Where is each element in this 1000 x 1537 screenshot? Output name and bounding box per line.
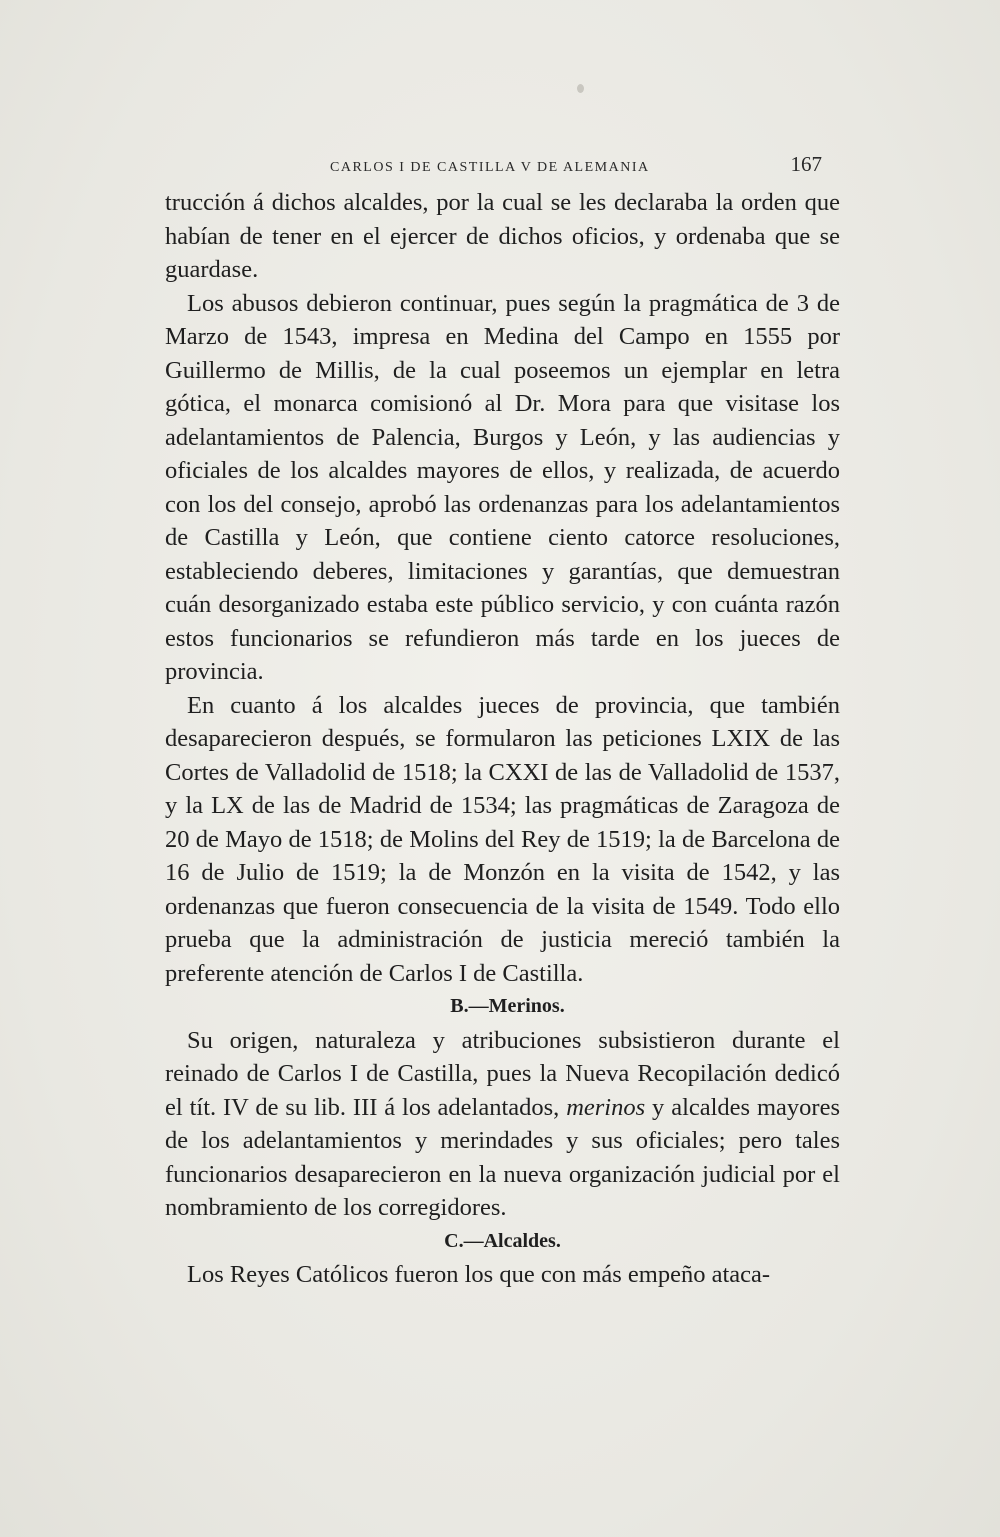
page-header (165, 152, 840, 182)
section-title-merinos: B.—Merinos. (450, 995, 565, 1017)
running-head: CARLOS I DE CASTILLA V DE ALEMANIA (330, 160, 650, 175)
paragraph-continuation: trucción á dichos alcaldes, por la cual se les declaraba la orden que habían de tener en el ejercer de dichos oficios, y ordenaba que se guardase. (165, 189, 840, 283)
page-number: 167 (790, 152, 822, 176)
merinos-text-b: y alcaldes mayores de los adelantamientos y merindades y sus oficiales; pero tales funcionarios desaparecieron en la nueva organización judicial por el nombramiento de los corregidores. (165, 1093, 840, 1221)
merinos-italic: merinos (566, 1093, 646, 1121)
paragraph-alcaldes: Los Reyes Católicos fueron los que con más empeño ataca- (187, 1261, 771, 1288)
page-body (165, 186, 840, 1292)
section-title-alcaldes: C.—Alcaldes. (444, 1229, 561, 1252)
paragraph-merinos (165, 1024, 840, 1225)
paper-spot (577, 84, 584, 93)
paragraph-abusos: Los abusos debieron continuar, pues según la pragmática de 3 de Marzo de 1543, impresa en Medina del Campo en 1555 por Guillermo de Millis, de la cual poseemos un ejemplar en letra gótica, el monarca comisionó al Dr. Mora para que visitase los adelantamientos de Palencia, Burgos y León, y las audiencias y oficiales de los alcaldes mayores de ellos, y realizada, de acuerdo con los del consejo, aprobó las ordenanzas para los adelantamientos de Castilla y León, que contiene ciento catorce resoluciones, estableciendo deberes, limitaciones y garantías, que demuestran cuán desorganizado estaba este público servicio, y con cuánta razón estos funcionarios se refundieron más tarde en los jueces de provincia. (165, 289, 840, 685)
paragraph-alcaldes-jueces: En cuanto á los alcaldes jueces de provincia, que también desaparecieron después, se formularon las peticiones LXIX de las Cortes de Valladolid de 1518; la CXXI de las de Valladolid de 1537, y la LX de las de Madrid de 1534; las pragmáticas de Zaragoza de 20 de Mayo de 1518; de Molins del Rey de 1519; la de Barcelona de 16 de Julio de 1519; la de Monzón en la visita de 1542, y las ordenanzas que fueron consecuencia de la visita de 1549. Todo ello prueba que la administración de justicia mereció también la preferente atención de Carlos I de Castilla. (165, 691, 840, 987)
merinos-text-a: Su origen, naturaleza y atribuciones subsistieron durante el reinado de Carlos I de Castilla, pues la Nueva Recopilación dedicó el tít. IV de su lib. III á los adelantados, (165, 1026, 840, 1121)
